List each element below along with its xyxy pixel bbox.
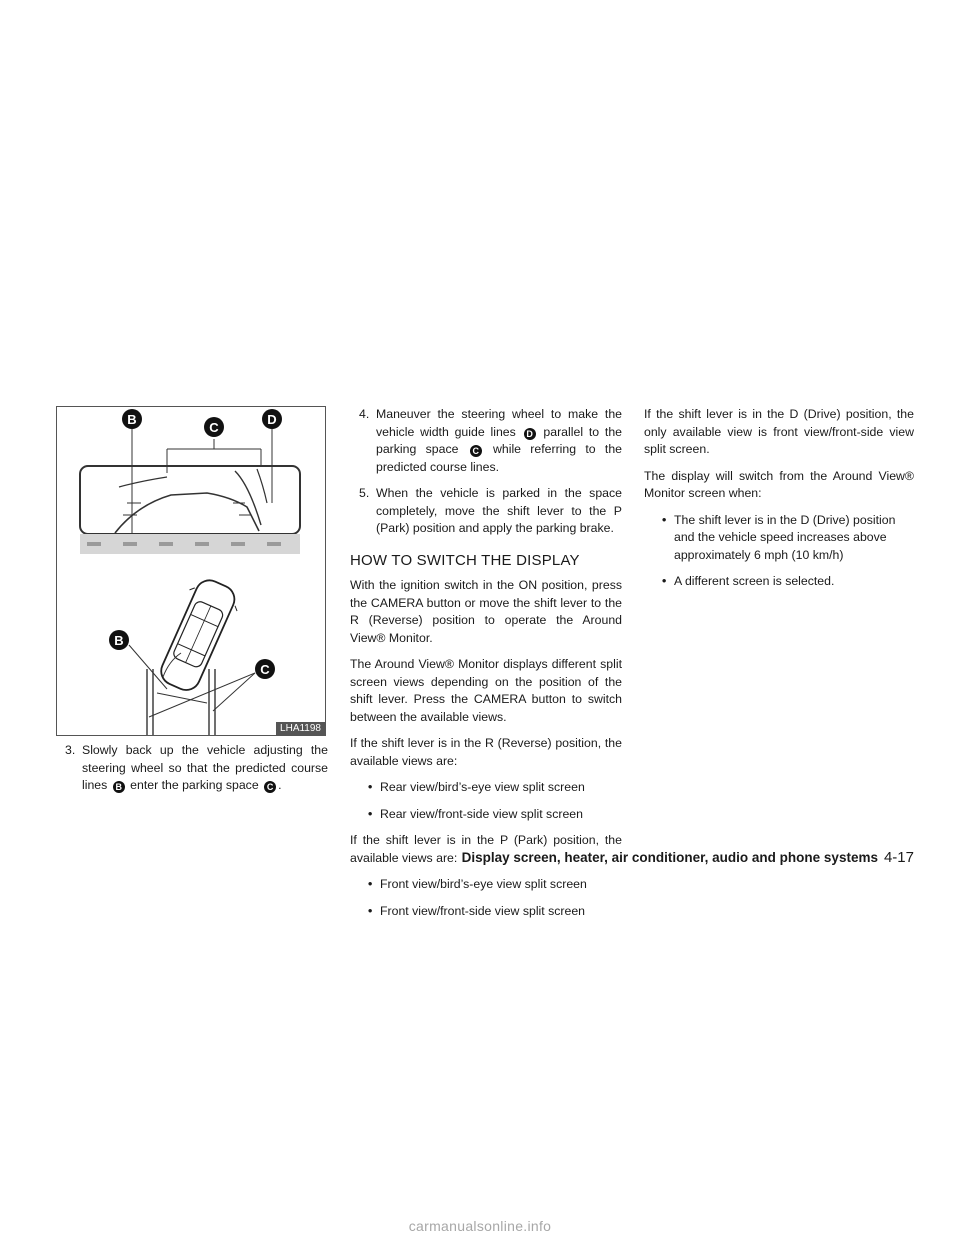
paragraph: If the shift lever is in the P (Park) position, the available views are:: [350, 833, 622, 865]
parking-diagram: [56, 406, 326, 736]
step-number: 4.: [359, 407, 370, 421]
paragraph: If the shift lever is in the R (Reverse) position, the available views are:: [350, 736, 622, 768]
callout-c-top: C: [209, 420, 219, 435]
callout-b-bottom: B: [114, 633, 124, 648]
list-item: [644, 512, 914, 565]
paragraph: The Around View® Monitor displays different split screen views depending on the position of the shift lever. Press the CAMERA button to switch between the available views.: [350, 657, 622, 724]
list-item: [350, 876, 622, 894]
step-text: enter the parking space: [126, 778, 263, 792]
list-item: [350, 806, 622, 824]
bullet-icon: •: [368, 780, 373, 794]
column-3: [644, 406, 914, 600]
paragraph: With the ignition switch in the ON position, press the CAMERA button or move the shift lever to the R (Reverse) position to operate the Around View® Monitor.: [350, 578, 622, 645]
bullet-icon: •: [662, 512, 667, 527]
list-item: [350, 779, 622, 797]
bullet-icon: •: [368, 903, 373, 918]
list-item-text: A different screen is selected.: [674, 574, 835, 588]
callout-c-bottom: C: [260, 662, 270, 677]
watermark: carmanualsonline.info: [408, 1218, 552, 1234]
paragraph: The display will switch from the Around View® Monitor screen when:: [644, 468, 914, 500]
bullet-icon: •: [368, 806, 373, 821]
paragraph: If the shift lever is in the D (Drive) position, the only available view is front view/front-side view split screen.: [644, 407, 914, 456]
step-number: 5.: [359, 486, 370, 500]
list-item-text: Rear view/bird’s-eye view split screen: [380, 780, 585, 794]
parking-diagram-drawing: [57, 407, 325, 735]
callout-b-inline: B: [113, 781, 125, 793]
page-footer: [462, 849, 914, 866]
step-number: 3.: [65, 743, 76, 757]
step-5: [350, 485, 622, 538]
list-item-text: The shift lever is in the D (Drive) position and the vehicle speed increases above approximately 6 mph (10 km/h): [674, 512, 896, 562]
list-item: [644, 573, 914, 591]
page-number: 4-17: [883, 849, 914, 866]
step-text: Slowly back up the vehicle adjusting the steering wheel so that the predicted course lines: [82, 743, 328, 792]
callout-b-top: B: [127, 412, 137, 427]
list-item: [350, 903, 622, 921]
list-item-text: Rear view/front-side view split screen: [380, 806, 583, 821]
callout-c-inline: C: [470, 445, 482, 457]
step-4: [350, 406, 622, 476]
section-heading: HOW TO SWITCH THE DISPLAY: [350, 551, 580, 569]
figure-code: LHA1198: [276, 722, 325, 735]
step-text: When the vehicle is parked in the space completely, move the shift lever to the P (Park) position and apply the parking brake.: [376, 486, 622, 535]
bullet-icon: •: [368, 877, 373, 891]
callout-d-top: D: [267, 412, 277, 427]
step-text: .: [278, 778, 282, 792]
step-3: [56, 742, 328, 795]
callout-c-inline: C: [264, 781, 276, 793]
column-1: [56, 742, 328, 804]
list-item-text: Front view/bird’s-eye view split screen: [380, 877, 587, 891]
list-item-text: Front view/front-side view split screen: [380, 903, 586, 918]
callout-d-inline: D: [524, 428, 536, 440]
bullet-icon: •: [662, 574, 667, 588]
footer-title: Display screen, heater, air conditioner, audio and phone systems: [461, 850, 878, 865]
step-text: Maneuver the steering wheel to make the vehicle width guide lines: [376, 407, 622, 439]
step-text: while referring to the predicted course lines.: [376, 442, 623, 474]
step-text: parallel to the parking space: [376, 424, 623, 456]
